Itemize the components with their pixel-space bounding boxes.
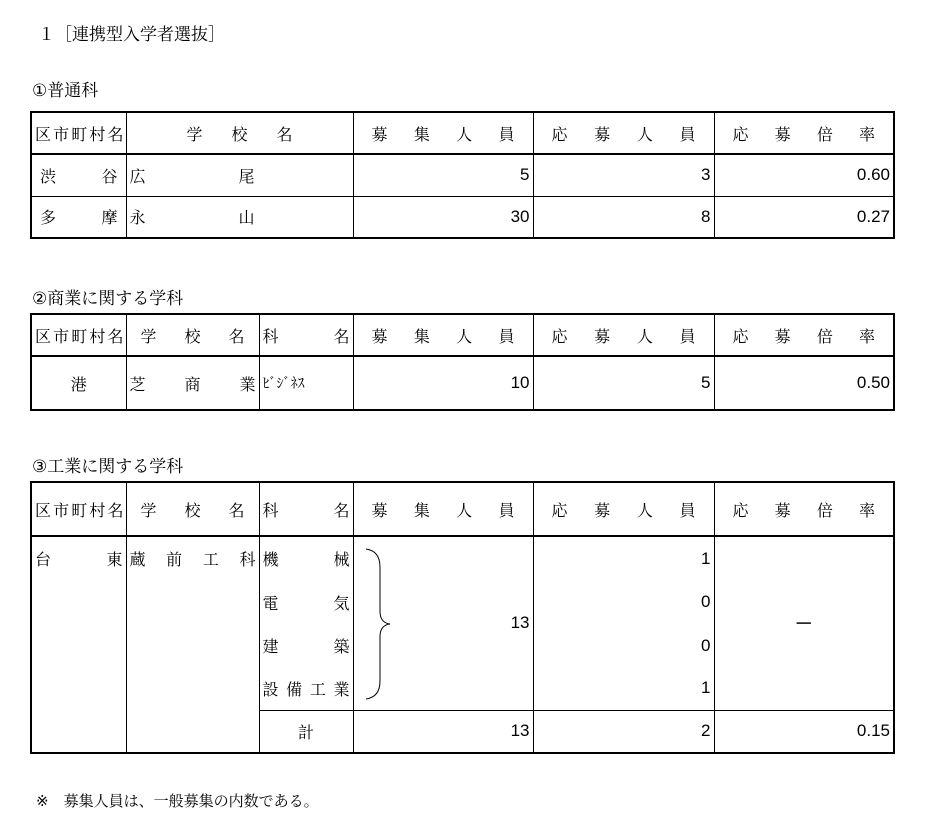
header-ratio: 応募倍率 [714,482,894,536]
section-heading-commerce: ②商業に関する学科 [32,289,184,309]
header-applicants: 応募人員 [533,314,714,356]
table-header [31,314,894,356]
area-cell: 多摩 [31,196,126,238]
course-cell: 機械 [259,536,353,580]
header-applicants: 応募人員 [533,112,714,154]
school-cell: 芝商業 [126,356,259,410]
school-cell: 蔵前工科 [126,536,259,753]
table-row [31,356,894,410]
header-course: 科名 [259,482,353,536]
applicants-cell: 3 [533,154,714,196]
quota-value: 13 [510,613,530,633]
applicants-cell: 8 [533,196,714,238]
ratio-cell: 0.60 [714,154,894,196]
total-label: 計 [259,710,353,753]
header-school: 学校名 [126,112,353,154]
industrial-course-table [30,481,895,754]
ratio-cell: － [714,536,894,710]
quota-cell: 30 [353,196,533,238]
table-row [31,154,894,196]
section-heading-general: ①普通科 [32,81,99,101]
applicants-cell: 0 [533,624,714,667]
school-cell [126,154,353,196]
header-area: 区市町村名 [31,314,126,356]
table-row [31,536,894,580]
total-ratio: 0.15 [714,710,894,753]
course-cell: 設備工業 [259,667,353,710]
brace-icon [360,547,396,701]
general-course-table [30,111,895,239]
header-course: 科名 [259,314,353,356]
quota-cell: 5 [353,154,533,196]
header-quota: 募集人員 [353,314,533,356]
header-ratio: 応募倍率 [714,112,894,154]
header-area: 区市町村名 [31,482,126,536]
course-cell: 建築 [259,624,353,667]
area-cell: 台東 [31,536,126,753]
quota-cell [353,536,533,710]
header-quota: 募集人員 [353,482,533,536]
school-name: 永山 [129,208,255,228]
school-name: 広尾 [129,166,255,186]
total-applicants: 2 [533,710,714,753]
header-school: 学校名 [126,314,259,356]
footnote: ※ 募集人員は、一般募集の内数である。 [36,792,319,810]
header-applicants: 応募人員 [533,482,714,536]
table-row [31,196,894,238]
table-header [31,112,894,154]
header-ratio: 応募倍率 [714,314,894,356]
applicants-cell: 0 [533,580,714,624]
course-cell: ﾋﾞｼﾞﾈｽ [259,356,353,410]
applicants-cell: 1 [533,536,714,580]
section-heading-industrial: ③工業に関する学科 [32,457,184,477]
header-area: 区市町村名 [31,112,126,154]
ratio-cell: 0.50 [714,356,894,410]
total-quota: 13 [353,710,533,753]
page-title: １［連携型入学者選抜］ [38,25,225,45]
area-cell: 渋谷 [31,154,126,196]
applicants-cell: 5 [533,356,714,410]
quota-cell: 10 [353,356,533,410]
header-quota: 募集人員 [353,112,533,154]
course-cell: 電気 [259,580,353,624]
header-school: 学校名 [126,482,259,536]
table-header [31,482,894,536]
ratio-cell: 0.27 [714,196,894,238]
school-cell [126,196,353,238]
commerce-course-table [30,313,895,411]
area-cell: 港 [31,356,126,410]
applicants-cell: 1 [533,667,714,710]
